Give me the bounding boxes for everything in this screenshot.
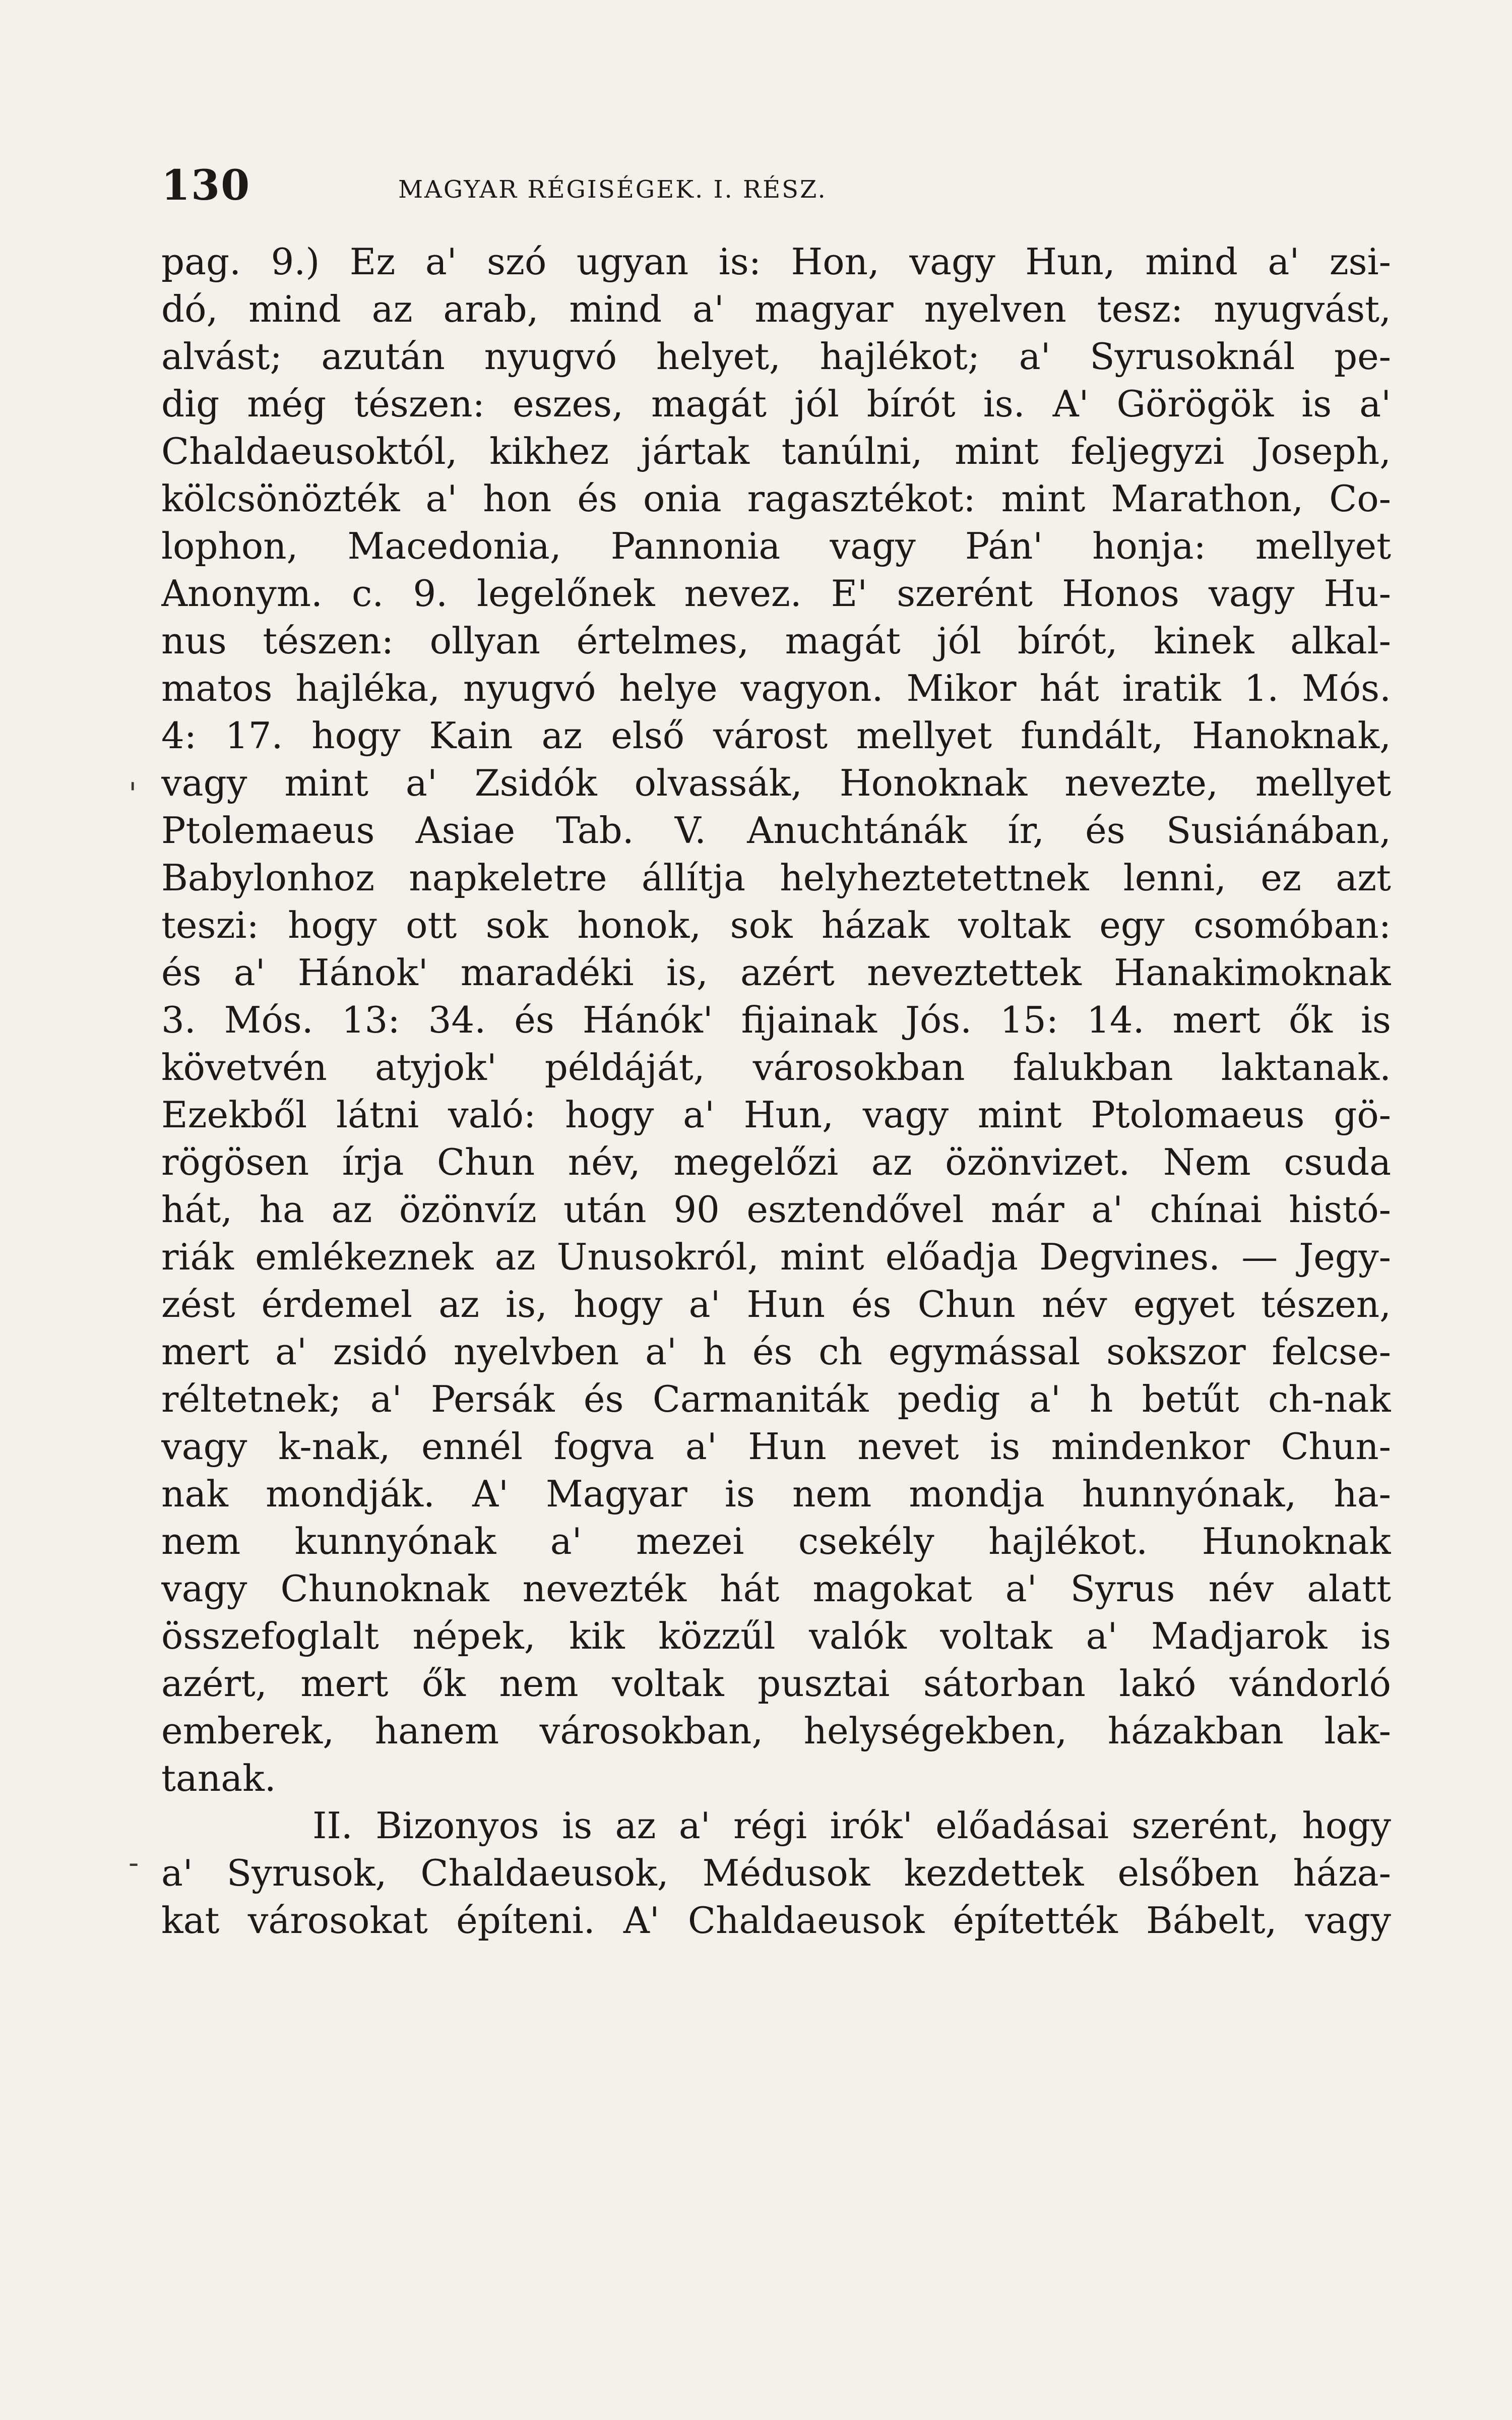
text-line: dig még tészen: eszes, magát jól bírót is. A' Görögök is a': [161, 383, 1391, 425]
text-line: teszi: hogy ott sok honok, sok házak voltak egy csomóban:: [161, 904, 1391, 946]
text-line: Anonym. c. 9. legelőnek nevez. E' szerént Honos vagy Hu-: [161, 572, 1391, 615]
text-line: a' Syrusok, Chaldaeusok, Médusok kezdettek elsőben háza-: [161, 1852, 1391, 1894]
text-line: vagy mint a' Zsidók olvassák, Honoknak nevezte, mellyet: [161, 762, 1391, 804]
text-line: tanak.: [161, 1757, 276, 1799]
text-line: Chaldaeusoktól, kikhez jártak tanúlni, mint feljegyzi Joseph,: [161, 430, 1391, 472]
text-line: emberek, hanem városokban, helységekben, házakban lak-: [161, 1710, 1391, 1752]
text-line: nem kunnyónak a' mezei csekély hajlékot. Hunoknak: [161, 1520, 1391, 1562]
text-line: 4: 17. hogy Kain az első várost mellyet fundált, Hanoknak,: [161, 714, 1391, 757]
text-line: II. Bizonyos is az a' régi irók' előadásai szerént, hogy: [312, 1804, 1391, 1847]
text-line: mert a' zsidó nyelvben a' h és ch egymással sokszor felcse-: [161, 1330, 1391, 1373]
text-line: nak mondják. A' Magyar is nem mondja hunnyónak, ha-: [161, 1473, 1391, 1515]
text-line: összefoglalt népek, kik közzűl valók voltak a' Madjarok is: [161, 1615, 1391, 1657]
body-text: [161, 238, 1391, 1944]
text-line: Ezekből látni való: hogy a' Hun, vagy mint Ptolomaeus gö-: [161, 1094, 1391, 1136]
text-line: vagy Chunoknak nevezték hát magokat a' Syrus név alatt: [161, 1567, 1391, 1610]
text-line: kat városokat építeni. A' Chaldaeusok építették Bábelt, vagy: [161, 1899, 1391, 1942]
text-line: 3. Mós. 13: 34. és Hánók' fijainak Jós. 15: 14. mert ők is: [161, 999, 1391, 1041]
text-line: vagy k-nak, ennél fogva a' Hun nevet is mindenkor Chun-: [161, 1425, 1391, 1468]
text-line: alvást; azután nyugvó helyet, hajlékot; a' Syrusoknál pe-: [161, 335, 1391, 378]
text-line: nus tészen: ollyan értelmes, magát jól bírót, kinek alkal-: [161, 620, 1391, 662]
text-line: Ptolemaeus Asiae Tab. V. Anuchtánák ír, és Susiánában,: [161, 809, 1391, 852]
text-line: matos hajléka, nyugvó helye vagyon. Mikor hát iratik 1. Mós.: [161, 667, 1391, 709]
text-line: azért, mert ők nem voltak pusztai sátorban lakó vándorló: [161, 1662, 1391, 1705]
text-line: Babylonhoz napkeletre állítja helyheztetettnek lenni, ez azt: [161, 857, 1391, 899]
text-line: pag. 9.) Ez a' szó ugyan is: Hon, vagy Hun, mind a' zsi-: [161, 240, 1391, 283]
running-title: MAGYAR RÉGISÉGEK. I. RÉSZ.: [398, 175, 827, 204]
page-header: [161, 161, 1320, 217]
margin-mark: ': [129, 776, 137, 812]
text-line: követvén atyjok' példáját, városokban falukban laktanak.: [161, 1046, 1391, 1088]
text-line: lophon, Macedonia, Pannonia vagy Pán' honja: mellyet: [161, 525, 1391, 567]
text-line: rögösen írja Chun név, megelőzi az özönvizet. Nem csuda: [161, 1141, 1391, 1183]
text-line: zést érdemel az is, hogy a' Hun és Chun név egyet tészen,: [161, 1283, 1391, 1325]
text-line: hát, ha az özönvíz után 90 esztendővel már a' chínai histó-: [161, 1188, 1391, 1231]
page-number: 130: [161, 161, 251, 210]
text-line: kölcsönözték a' hon és onia ragasztékot: mint Marathon, Co-: [161, 477, 1391, 520]
text-line: dó, mind az arab, mind a' magyar nyelven tesz: nyugvást,: [161, 288, 1391, 330]
text-line: és a' Hánok' maradéki is, azért neveztettek Hanakimoknak: [161, 951, 1391, 994]
margin-mark: -: [129, 1845, 139, 1881]
text-line: riák emlékeznek az Unusokról, mint előadja Degvines. — Jegy-: [161, 1236, 1391, 1278]
text-line: réltetnek; a' Persák és Carmaniták pedig a' h betűt ch-nak: [161, 1378, 1391, 1420]
